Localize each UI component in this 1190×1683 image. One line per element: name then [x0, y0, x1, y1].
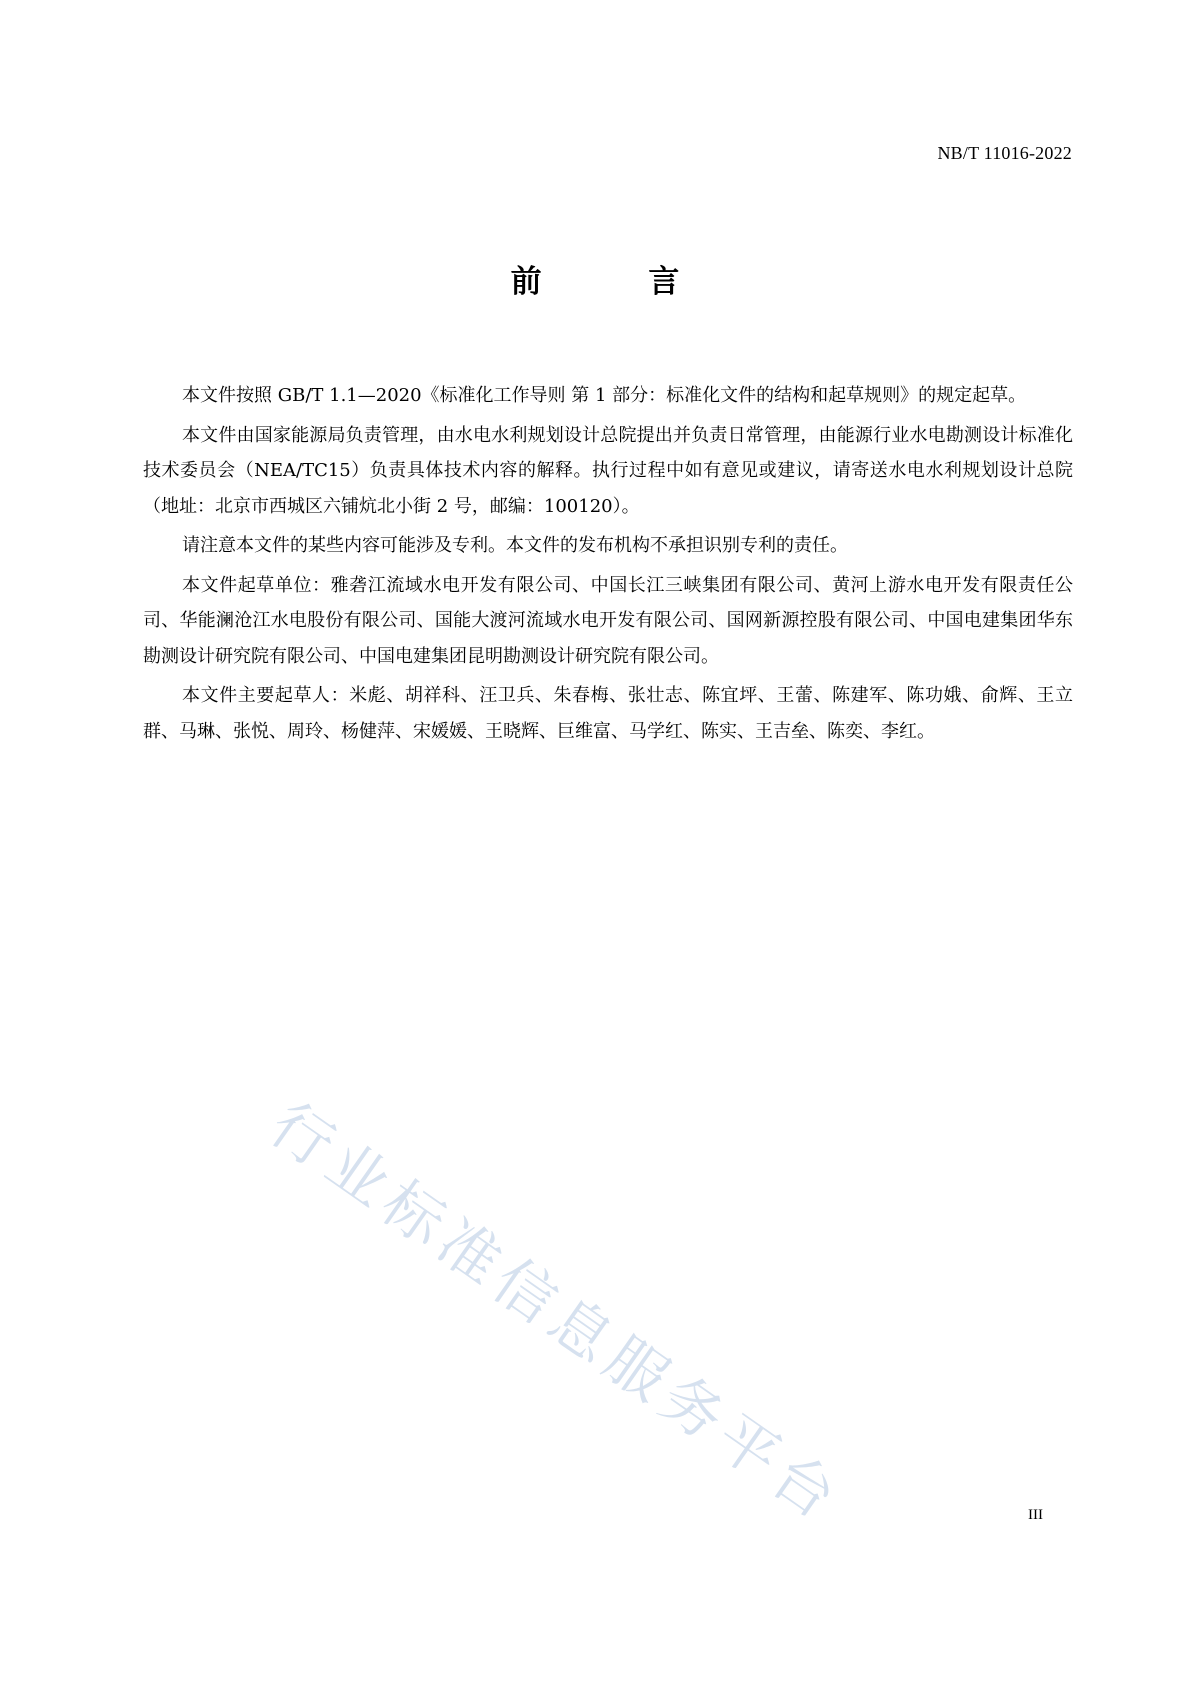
foreword-body [143, 378, 1073, 753]
paragraph-management: 本文件由国家能源局负责管理，由水电水利规划设计总院提出并负责日常管理，由能源行业水电勘测设计标准化技术委员会（NEA/TC15）负责具体技术内容的解释。执行过程中如有意见或建议，请寄送水电水利规划设计总院（地址：北京市西城区六铺炕北小街 2 号，邮编：100120）。 [143, 424, 1073, 517]
standard-code: NB/T 11016-2022 [937, 143, 1072, 163]
paragraph-drafters: 本文件主要起草人：米彪、胡祥科、汪卫兵、朱春梅、张壮志、陈宜坪、王蕾、陈建军、陈功娥、俞辉、王立群、马琳、张悦、周玲、杨健萍、宋媛媛、王晓辉、巨维富、马学红、陈实、王吉垒、陈奕、李红。 [143, 685, 1073, 742]
paragraph-patent-notice: 请注意本文件的某些内容可能涉及专利。本文件的发布机构不承担识别专利的责任。 [182, 535, 848, 556]
page-number: III [1028, 1507, 1043, 1523]
paragraph-drafting-units: 本文件起草单位：雅砻江流域水电开发有限公司、中国长江三峡集团有限公司、黄河上游水电开发有限责任公司、华能澜沧江水电股份有限公司、国能大渡河流域水电开发有限公司、国网新源控股有限公司、中国电建集团华东勘测设计研究院有限公司、中国电建集团昆明勘测设计研究院有限公司。 [143, 574, 1073, 667]
page-title: 前 言 [510, 264, 728, 300]
watermark: 行业标准信息服务平台 [257, 1089, 855, 1538]
paragraph-drafting-rules: 本文件按照 GB/T 1.1—2020《标准化工作导则 第 1 部分：标准化文件的结构和起草规则》的规定起草。 [182, 385, 1027, 406]
